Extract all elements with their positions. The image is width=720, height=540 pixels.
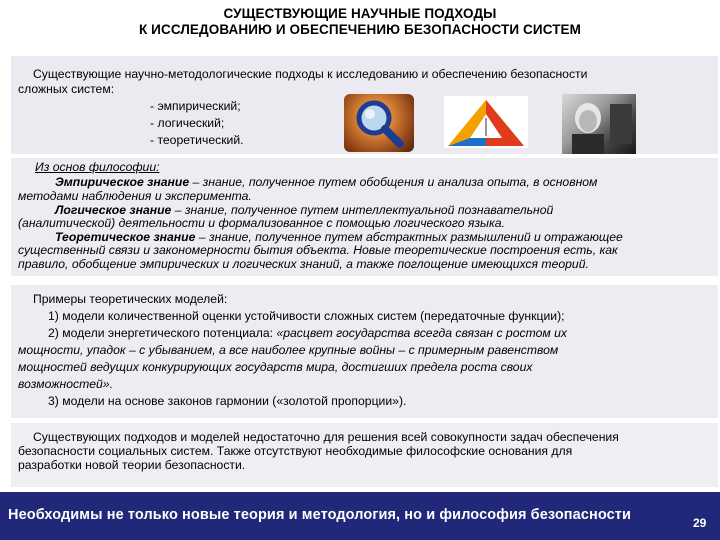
prism-icon: [444, 96, 528, 148]
empirical-line-2: методами наблюдения и эксперимента.: [18, 189, 252, 203]
conclusion-line-2: безопасности социальных систем. Также отсутствуют необходимые философские основания для: [18, 444, 573, 458]
empirical-definition: – знание, полученное путем обобщения и анализа опыта, в основном: [189, 175, 598, 189]
conclusion-line-3: разработки новой теории безопасности.: [18, 458, 246, 472]
magnifier-icon: [344, 94, 414, 152]
logical-term: Логическое знание: [55, 203, 172, 217]
approach-logical: - логический;: [150, 116, 225, 130]
examples-heading: Примеры теоретических моделей:: [33, 292, 228, 306]
title-line-1: СУЩЕСТВУЮЩИЕ НАУЧНЫЕ ПОДХОДЫ: [223, 6, 497, 21]
conclusion-line-1: Существующих подходов и моделей недостаточно для решения всей совокупности задач обеспечения: [33, 430, 619, 444]
example-2-line-1: [48, 326, 567, 341]
example-2-line-2: мощности, упадок – с убыванием, а все наиболее крупные войны – с примерным равенством: [18, 343, 559, 357]
logical-definition: – знание, полученное путем интеллектуальной познавательной: [171, 203, 554, 217]
logical-line-2: (аналитической) деятельности и формализованное с помощью логического языка.: [18, 216, 505, 230]
example-1: 1) модели количественной оценки устойчивости сложных систем (передаточные функции);: [48, 309, 565, 323]
slide-title: [0, 6, 720, 38]
portrait-photo: [562, 94, 636, 154]
page-number: 29: [693, 516, 707, 530]
intro-line-1: Существующие научно-методологические подходы к исследованию и обеспечению безопасности: [33, 67, 588, 81]
approach-theoretical: - теоретический.: [150, 133, 244, 147]
philosophy-heading: Из основ философии:: [35, 160, 160, 174]
footer-statement: Необходимы не только новые теория и методология, но и философия безопасности: [8, 507, 631, 523]
theoretical-line-3: правило, обобщение эмпирических и логических знаний, а также поглощение имеющихся теорий.: [18, 257, 589, 271]
example-3: 3) модели на основе законов гармонии («золотой пропорции»).: [48, 394, 407, 408]
example-2-label: 2) модели энергетического потенциала:: [48, 326, 277, 340]
title-line-2: К ИССЛЕДОВАНИЮ И ОБЕСПЕЧЕНИЮ БЕЗОПАСНОСТИ СИСТЕМ: [138, 22, 581, 37]
theoretical-definition: – знание, полученное путем абстрактных размышлений и отражающее: [195, 230, 623, 244]
theoretical-line-2: существенный связи и закономерности бытия объекта. Новые теоретические построения есть, как: [18, 243, 618, 257]
intro-line-2: сложных систем:: [18, 82, 115, 96]
example-2-quote: «расцвет государства всегда связан с ростом их: [276, 326, 567, 340]
empirical-line-1: [55, 175, 597, 190]
approach-empirical: - эмпирический;: [150, 99, 241, 113]
theoretical-term: Теоретическое знание: [55, 230, 196, 244]
empirical-term: Эмпирическое знание: [55, 175, 190, 189]
example-2-line-4: возможностей».: [18, 377, 113, 391]
example-2-line-3: мощностей ведущих конкурирующих государств мира, достигших предела роста своих: [18, 360, 533, 374]
